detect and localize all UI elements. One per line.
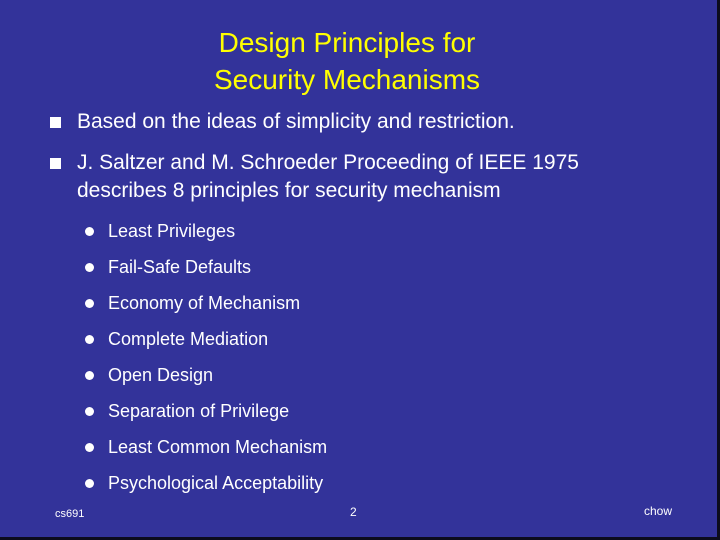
round-bullet-icon (85, 479, 94, 488)
principle-label: Least Privileges (108, 221, 236, 241)
footer-author: chow (644, 504, 673, 518)
square-bullet-icon (50, 158, 61, 169)
round-bullet-icon (85, 443, 94, 452)
round-bullet-icon (85, 407, 94, 416)
slide-title-line-2: Security Mechanisms (213, 64, 481, 95)
principle-label: Complete Mediation (108, 329, 269, 349)
bullet-text: Based on the ideas of simplicity and restriction. (77, 110, 515, 133)
principle-label: Separation of Privilege (108, 401, 290, 421)
round-bullet-icon (85, 335, 94, 344)
bullet-text-line-1: J. Saltzer and M. Schroeder Proceeding of IEEE 1975 (77, 151, 579, 174)
slide-title-line-1: Design Principles for (218, 27, 476, 58)
principle-label: Psychological Acceptability (108, 473, 324, 493)
round-bullet-icon (85, 371, 94, 380)
round-bullet-icon (85, 263, 94, 272)
principle-label: Economy of Mechanism (108, 293, 301, 313)
footer-page-number: 2 (350, 505, 357, 519)
footer-course: cs691 (55, 508, 85, 520)
round-bullet-icon (85, 227, 94, 236)
bullet-text (77, 149, 579, 205)
round-bullet-icon (85, 299, 94, 308)
principle-label: Least Common Mechanism (108, 437, 328, 457)
principle-label: Open Design (108, 365, 214, 385)
principle-label: Fail-Safe Defaults (108, 257, 252, 277)
slide-title (0, 24, 694, 98)
square-bullet-icon (50, 117, 61, 128)
bullet-text-line-2: describes 8 principles for security mechanism (77, 179, 501, 202)
